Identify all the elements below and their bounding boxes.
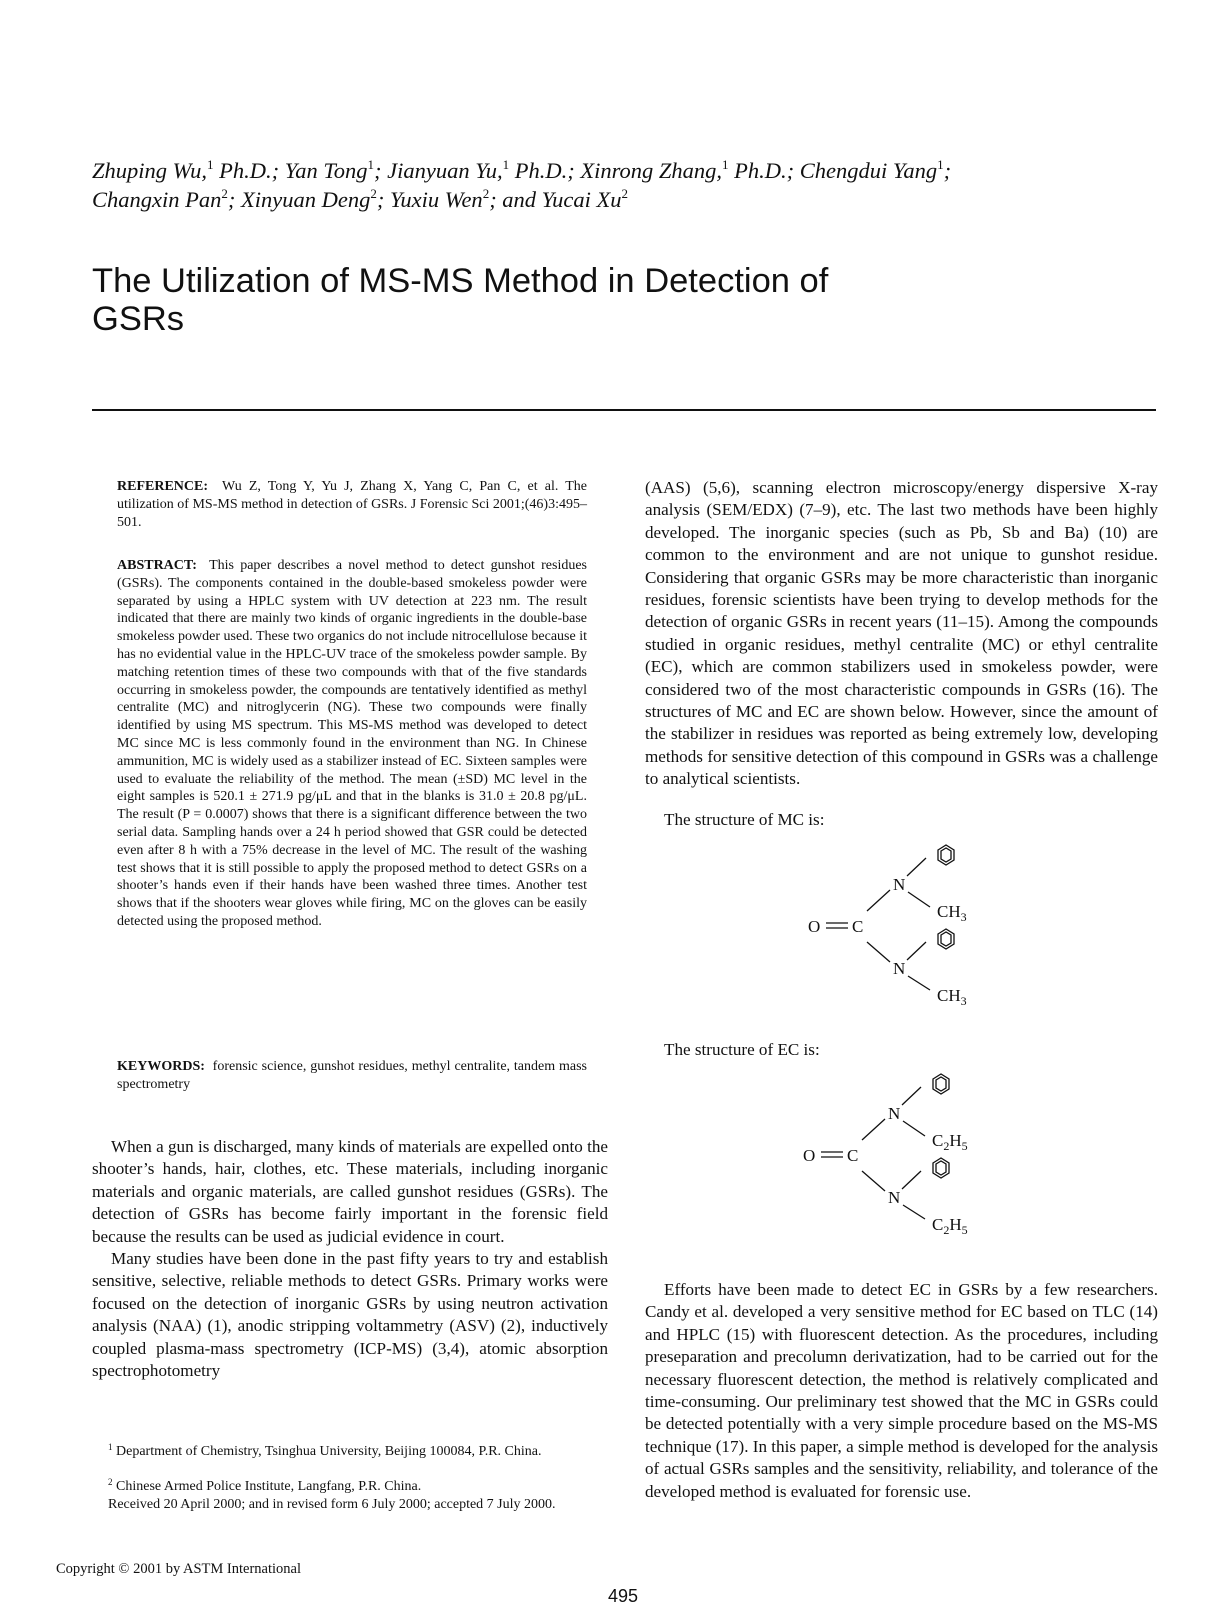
footnote [92, 1478, 608, 1496]
author-text: ; [943, 158, 952, 183]
title-line: The Utilization of MS-MS Method in Detection of [92, 262, 829, 300]
reference-label: REFERENCE: [117, 479, 209, 494]
author-line-1 [92, 156, 1152, 185]
author-text: Ph.D.; Xinrong Zhang, [509, 158, 723, 183]
right-column-body [645, 477, 1158, 791]
affiliation-mark: 1 [722, 157, 729, 172]
footnote-text: Received 20 April 2000; and in revised form 6 July 2000; accepted 7 July 2000. [108, 1497, 556, 1512]
nitrogen-atom: N [893, 875, 906, 894]
author-list [92, 156, 1152, 214]
copyright-notice: Copyright © 2001 by ASTM International [56, 1561, 302, 1577]
body-paragraph: Efforts have been made to detect EC in GSRs by a few researchers. Candy et al. developed a very sensitive method for EC based on TLC (14) and HPLC (15) with fluorescent detection. As the procedures, including preseparation and precolumn derivatization, had to be carried out for the necessary fluorescent detection, the method is relatively complicated and time-consuming. Our preliminary test showed that the MC in GSRs could be detected potentially with a very simple procedure based on the MS-MS technique (17). In this paper, a simple method is developed for the analysis of actual GSRs samples and the sensitivity, reliability, and tolerance of the developed method is evaluated for forensic use. [645, 1280, 1158, 1501]
reference-block [117, 478, 587, 531]
author-text: Changxin Pan [92, 187, 222, 212]
nitrogen-atom: N [888, 1188, 901, 1207]
mc-structure-label: The structure of MC is: [664, 810, 825, 829]
title-line: GSRs [92, 300, 185, 338]
author-text: ; and Yucai Xu [489, 187, 622, 212]
body-paragraph: (AAS) (5,6), scanning electron microscopy/energy dispersive X-ray analysis (SEM/EDX) (7–9), etc. The last two methods have been highly developed. The inorganic species (such as Pb, Sb and Ba) (10) are common to the environment and are not unique to gunshot residue. Considering that organic GSRs may be more characteristic than inorganic residues, forensic scientists have been trying to develop methods for the detection of organic GSRs in recent years (11–15). Among the compounds studied in organic residues, methyl centralite (MC) or ethyl centralite (EC), which are common stabilizers used in smokeless powder, were considered two of the most characteristic compounds in GSRs (16). The structures of MC and EC are shown below. However, since the amount of the stabilizer in residues was reported as being extremely low, developing methods for sensitive detection of this compound in GSRs was a challenge to analytical scientists. [645, 478, 1158, 789]
oxygen-atom: O [808, 917, 821, 936]
received-dates [92, 1496, 608, 1514]
author-text: ; Yuxiu Wen [376, 187, 483, 212]
body-paragraph: Many studies have been done in the past fifty years to try and establish sensitive, selective, reliable methods to detect GSRs. Primary works were focused on the detection of inorganic GSRs by using neutron activation analysis (NAA) (1), anodic stripping voltammetry (ASV) (2), inductively coupled plasma-mass spectrometry (ICP-MS) (3,4), atomic absorption spectrophotometry [92, 1249, 608, 1381]
oxygen-atom: O [803, 1146, 816, 1165]
affiliation-mark: 1 [367, 157, 375, 172]
author-text: ; Xinyuan Deng [227, 187, 371, 212]
mc-structure-diagram [800, 840, 1000, 1020]
carbon-atom: C [852, 917, 864, 936]
ethyl-group: $C_2H_5$ [932, 1215, 968, 1237]
right-column-body [645, 1279, 1158, 1503]
footnote [92, 1443, 608, 1461]
abstract-block [117, 557, 587, 931]
ec-structure-diagram [795, 1070, 995, 1240]
keywords-text: forensic science, gunshot residues, methyl centralite, tandem mass spectrometry [117, 1059, 587, 1092]
carbon-atom: C [847, 1146, 859, 1165]
author-text: Ph.D.; Chengdui Yang [728, 158, 938, 183]
title-divider [92, 409, 1156, 411]
ec-structure-label: The structure of EC is: [664, 1040, 820, 1059]
footnote-text: Chinese Armed Police Institute, Langfang, P.R. China. [112, 1479, 422, 1494]
affiliation-mark: 2 [482, 186, 490, 201]
nitrogen-atom: N [893, 959, 906, 978]
affiliation-mark: 1 [937, 157, 944, 172]
left-column-body [92, 1136, 608, 1382]
author-text: Ph.D.; Yan Tong [213, 158, 368, 183]
footnote-text: Department of Chemistry, Tsinghua University, Beijing 100084, P.R. China. [112, 1444, 542, 1459]
footnote-mark: 2 [108, 1477, 113, 1487]
affiliation-mark: 2 [221, 186, 228, 201]
abstract-text: This paper describes a novel method to detect gunshot residues (GSRs). The components contained in the double-based smokeless powder were separated by using a HPLC system with UV detection at 223 nm. The result indicated that there are mainly two kinds of organic ingredients in the double-base smokeless powder used. These two organics do not include nitrocellulose because it has no evidential value in the HPLC-UV trace of the smokeless powder sample. By matching retention times of these two compounds with that of the five standards occurring in smokeless powder, the compounds are tentatively identified as methyl centralite (MC) and nitroglycerin (NG). These two compounds were finally identified by using MS spectrum. This MS-MS method was developed to detect MC since MC is less commonly found in the environment than NG. In Chinese ammunition, MC is widely used as a stabilizer instead of EC. Sixteen samples were used to evaluate the reliability of the method. The mean (±SD) MC level in the eight samples is 520.1 ± 271.9 pg/μL and that in the blanks is 31.0 ± 20.8 pg/μL. The result (P = 0.0007) shows that there is a significant difference between the two serial data. Sampling hands over a 24 h period showed that GSR could be detected even after 8 h with a 75% decrease in the level of MC. The result of the washing test shows that it is still possible to apply the proposed method to detect GSRs on a shooter’s hands even if their hands have been washed three times. Another test shows that if the shooters wear gloves while firing, MC on the gloves can be easily detected using the proposed method. [117, 558, 588, 929]
reference-text: Wu Z, Tong Y, Yu J, Zhang X, Yang C, Pan C, et al. The utilization of MS-MS method in detection of GSRs. J Forensic Sci 2001;(46)3:495–501. [117, 479, 587, 530]
affiliation-mark: 1 [207, 157, 214, 172]
author-text: ; Jianyuan Yu, [374, 158, 503, 183]
abstract-label: ABSTRACT: [117, 558, 197, 573]
keywords-label: KEYWORDS: [117, 1059, 205, 1074]
page-number: 495 [608, 1586, 639, 1606]
ethyl-group: $C_2H_5$ [932, 1131, 968, 1153]
affiliation-mark: 1 [502, 157, 510, 172]
keywords-block [117, 1058, 587, 1094]
methyl-group: $CH_3$ [937, 902, 967, 924]
nitrogen-atom: N [888, 1104, 901, 1123]
footnote-mark: 1 [108, 1442, 113, 1452]
paper-title [92, 262, 992, 338]
author-line-2 [92, 185, 1152, 214]
affiliation-mark: 2 [621, 186, 628, 201]
affiliation-mark: 2 [370, 186, 377, 201]
methyl-group: $CH_3$ [937, 986, 967, 1008]
author-text: Zhuping Wu, [92, 158, 208, 183]
body-paragraph: When a gun is discharged, many kinds of materials are expelled onto the shooter’s hands, hair, clothes, etc. These materials, including inorganic materials and organic materials, are called gunshot residues (GSRs). The detection of GSRs has become fairly important in the forensic field because the results can be used as judicial evidence in court. [92, 1137, 608, 1246]
